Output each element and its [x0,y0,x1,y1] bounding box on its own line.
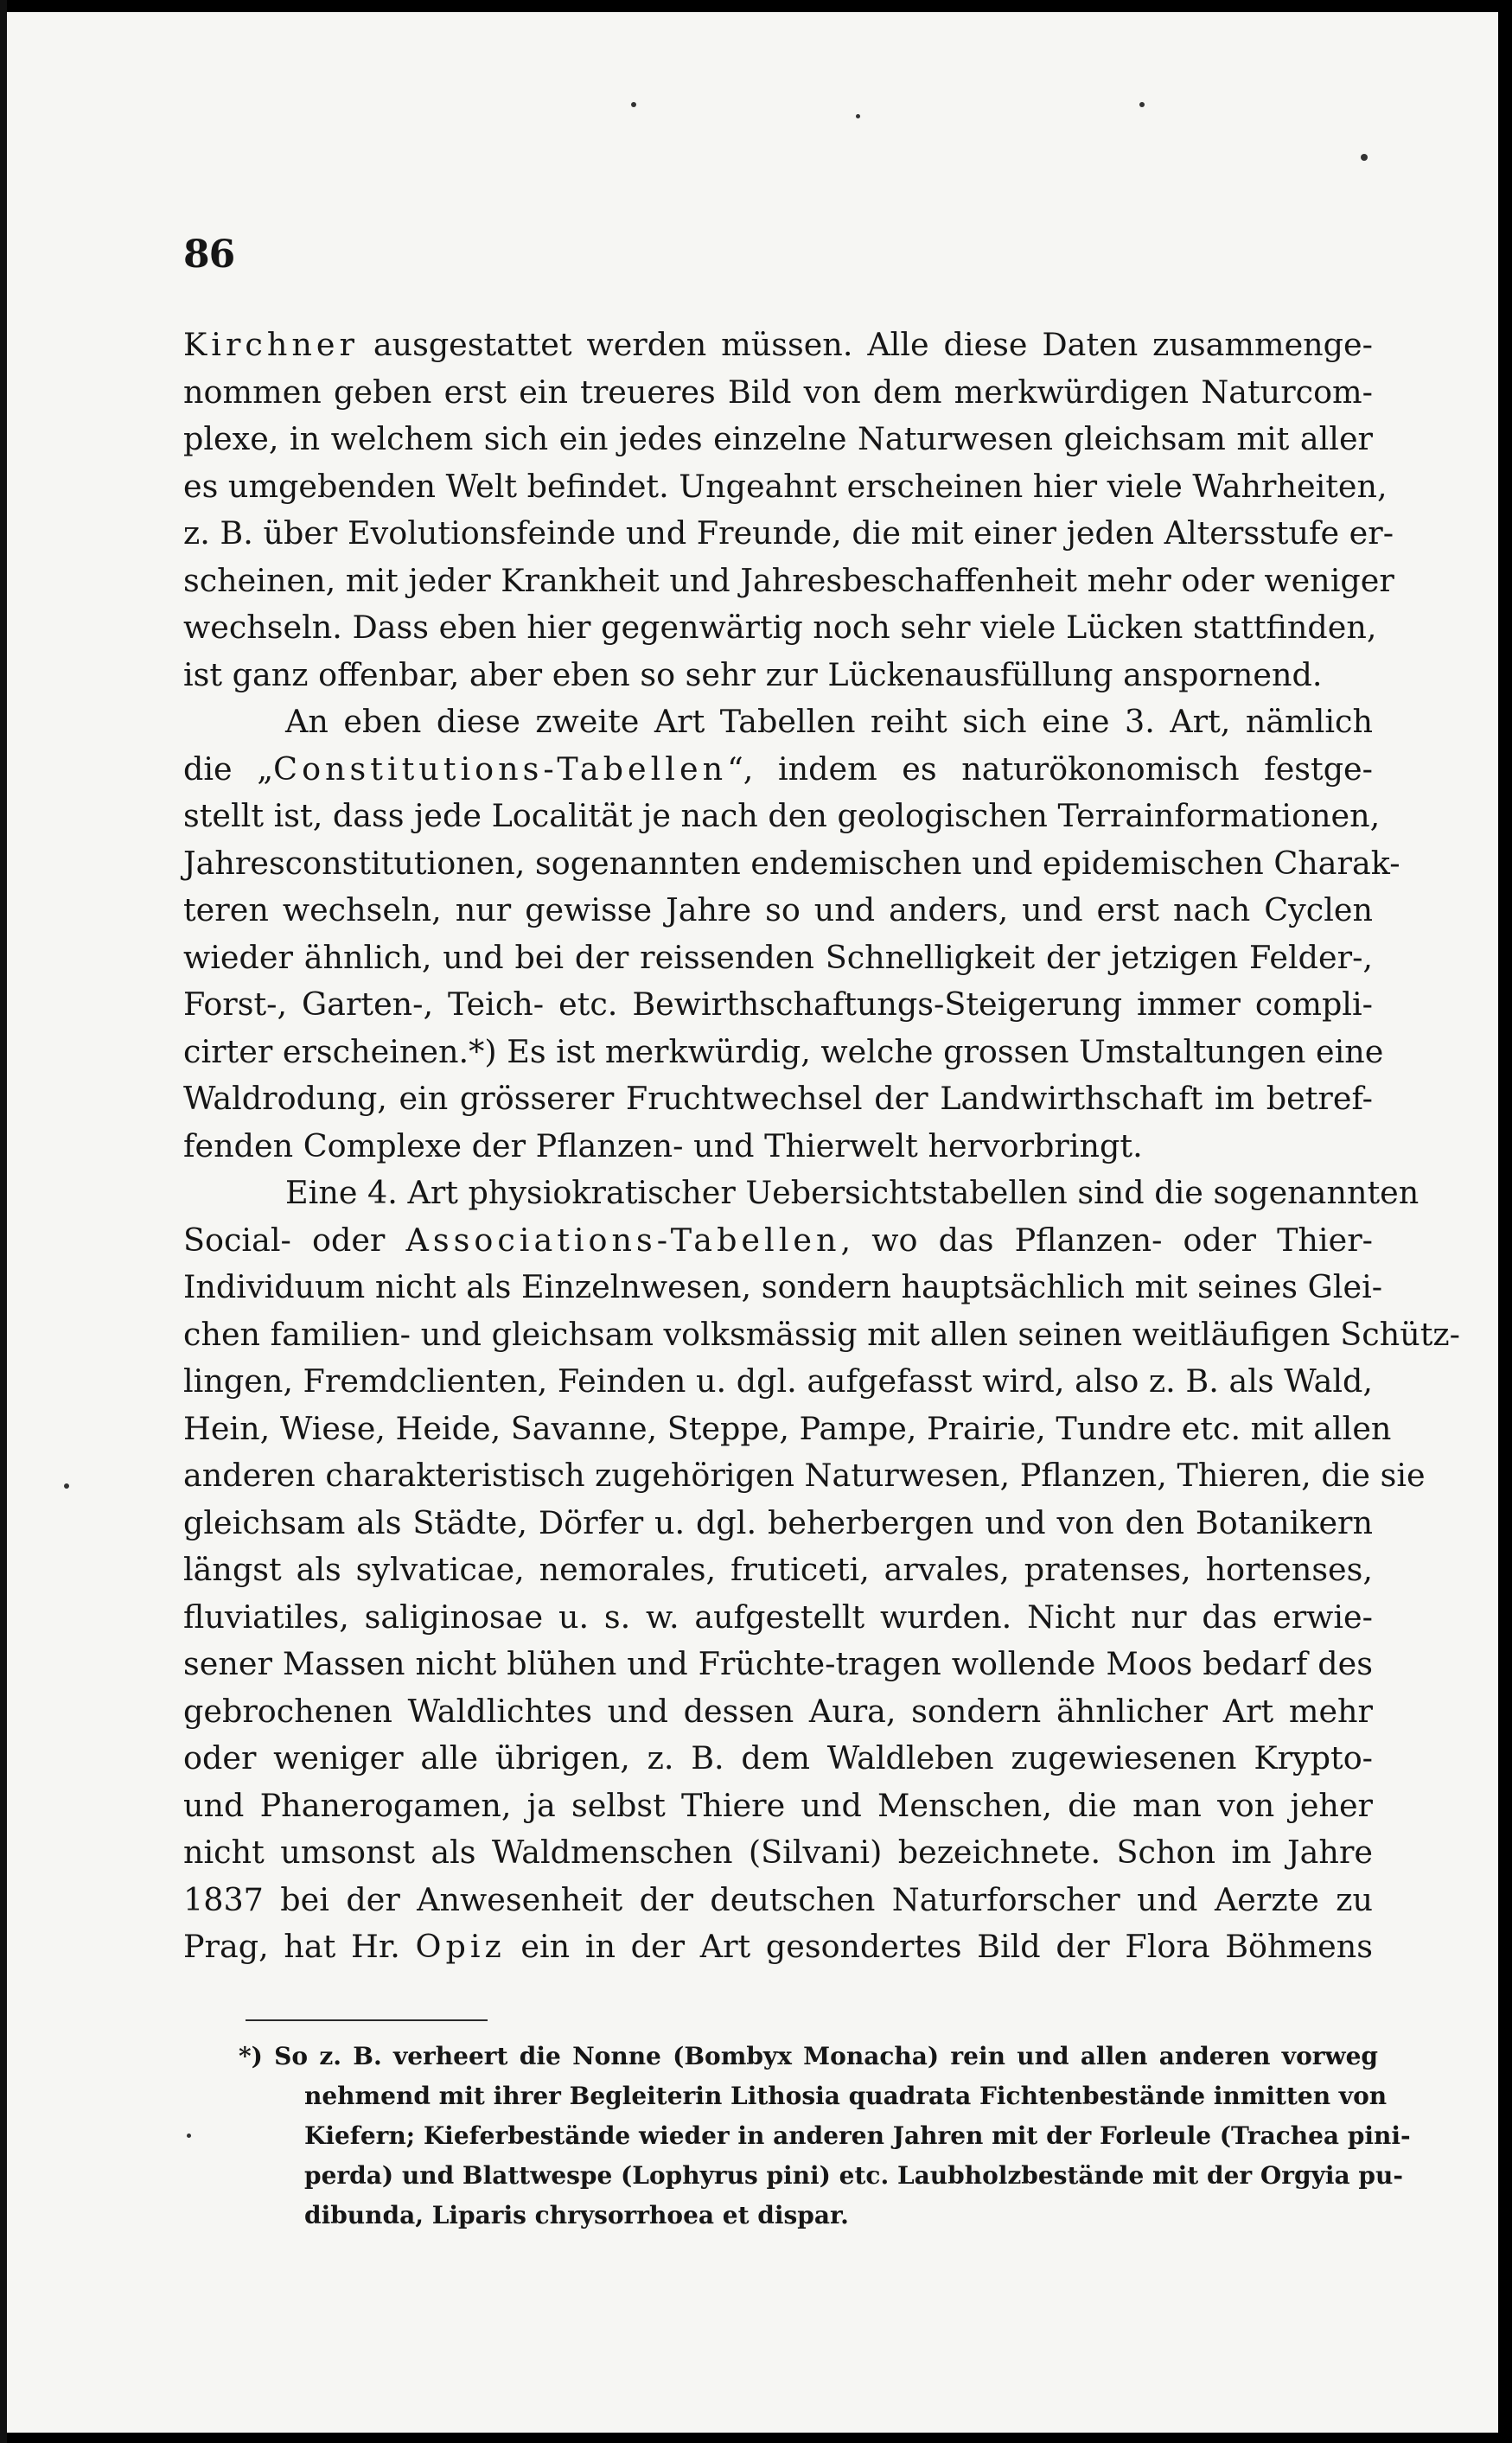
body-line: Forst-, Garten-, Teich- etc. Bewirthschaftungs-Steigerung immer compli- [183,985,1373,1023]
footnote-line: dibunda, Liparis chrysorrhoea et dispar. [304,2201,849,2229]
scan-speck [1139,102,1145,107]
body-line: 1837 bei der Anwesenheit der deutschen Naturforscher und Aerzte zu [183,1880,1373,1918]
scan-border-top [0,0,1512,12]
scan-speck [187,2134,191,2138]
body-line: cirter erscheinen.*) Es ist merkwürdig, welche grossen Umstaltungen eine [183,1032,1384,1070]
body-line: Prag, hat Hr. Opiz ein in der Art gesondertes Bild der Flora Böhmens [183,1928,1373,1965]
body-line: die „Constitutions-Tabellen“, indem es naturökonomisch festge- [183,749,1373,788]
body-line: Individuum nicht als Einzelnwesen, sondern hauptsächlich mit seines Glei- [183,1268,1383,1305]
body-line: Waldrodung, ein grösserer Fruchtwechsel der Landwirthschaft im betref- [183,1080,1373,1117]
body-line: chen familien- und gleichsam volksmässig mit allen seinen weitläufigen Schütz- [183,1315,1460,1353]
body-line: gebrochenen Waldlichtes und dessen Aura, sondern ähnlicher Art mehr [183,1692,1373,1730]
body-line: es umgebenden Welt befindet. Ungeahnt erscheinen hier viele Wahrheiten, [183,467,1388,505]
footnote-divider [246,2019,488,2021]
scan-border-right [1498,0,1512,2443]
footnote-line: nehmend mit ihrer Begleiterin Lithosia quadrata Fichtenbestände inmitten von [304,2082,1388,2110]
body-line: Hein, Wiese, Heide, Savanne, Steppe, Pampe, Prairie, Tundre etc. mit allen [183,1409,1392,1447]
body-line: und Phanerogamen, ja selbst Thiere und Menschen, die man von jeher [183,1786,1373,1824]
body-line: lingen, Fremdclienten, Feinden u. dgl. aufgefasst wird, also z. B. als Wald, [183,1362,1373,1400]
footnote-line: Kiefern; Kieferbestände wieder in anderen Jahren mit der Forleule (Trachea pini- [304,2121,1411,2150]
scan-speck [64,1483,69,1489]
body-line: teren wechseln, nur gewisse Jahre so und anders, und erst nach Cyclen [183,891,1373,928]
book-page [7,12,1498,2433]
page-number: 86 [183,233,235,277]
body-line: wechseln. Dass eben hier gegenwärtig noch sehr viele Lücken stattfinden, [183,609,1377,646]
body-line: längst als sylvaticae, nemorales, fruticeti, arvales, pratenses, hortenses, [183,1551,1373,1588]
body-line: nicht umsonst als Waldmenschen (Silvani) bezeichnete. Schon im Jahre [183,1834,1373,1871]
body-line: wieder ähnlich, und bei der reissenden Schnelligkeit der jetzigen Felder-, [183,938,1373,976]
scan-speck [856,114,860,118]
body-line: sener Massen nicht blühen und Früchte-tragen wollende Moos bedarf des [183,1645,1373,1682]
body-line: plexe, in welchem sich ein jedes einzelne Naturwesen gleichsam mit aller [183,420,1373,457]
body-line: fluviatiles, saliginosae u. s. w. aufgestellt wurden. Nicht nur das erwie- [183,1598,1373,1636]
body-line: ist ganz offenbar, aber eben so sehr zur Lückenausfüllung anspornend. [183,655,1323,693]
body-line: Social- oder Associations-Tabellen, wo das Pflanzen- oder Thier- [183,1221,1373,1259]
footnote [239,2037,1411,2236]
body-line: anderen charakteristisch zugehörigen Naturwesen, Pflanzen, Thieren, die sie [183,1457,1426,1494]
body-line: Jahresconstitutionen, sogenannten endemischen und epidemischen Charak- [183,844,1400,882]
footnote-line: *) So z. B. verheert die Nonne (Bombyx Monacha) rein und allen anderen vorweg [239,2042,1378,2070]
body-line: Eine 4. Art physiokratischer Uebersichtstabellen sind die sogenannten [285,1174,1419,1211]
scan-border-left [0,0,7,2443]
body-line: gleichsam als Städte, Dörfer u. dgl. beherbergen und von den Botanikern [183,1503,1373,1541]
body-line: Kirchner ausgestattet werden müssen. Alle diese Daten zusammenge- [183,326,1373,363]
body-line: oder weniger alle übrigen, z. B. dem Waldleben zugewiesenen Krypto- [183,1739,1373,1776]
body-line: stellt ist, dass jede Localität je nach den geologischen Terrainformationen, [183,797,1381,834]
body-line: fenden Complexe der Pflanzen- und Thierwelt hervorbringt. [183,1126,1143,1164]
scan-speck [1361,154,1368,161]
body-line: nommen geben erst ein treueres Bild von dem merkwürdigen Naturcom- [183,373,1373,411]
body-text [183,322,1460,1971]
scan-speck [631,102,636,107]
body-line: scheinen, mit jeder Krankheit und Jahresbeschaffenheit mehr oder weniger [183,561,1394,599]
footnote-line: perda) und Blattwespe (Lophyrus pini) etc. Laubholzbestände mit der Orgyia pu- [304,2161,1403,2190]
body-line: An eben diese zweite Art Tabellen reiht sich eine 3. Art, nämlich [285,703,1373,740]
body-line: z. B. über Evolutionsfeinde und Freunde, die mit einer jeden Altersstufe er- [183,514,1394,552]
